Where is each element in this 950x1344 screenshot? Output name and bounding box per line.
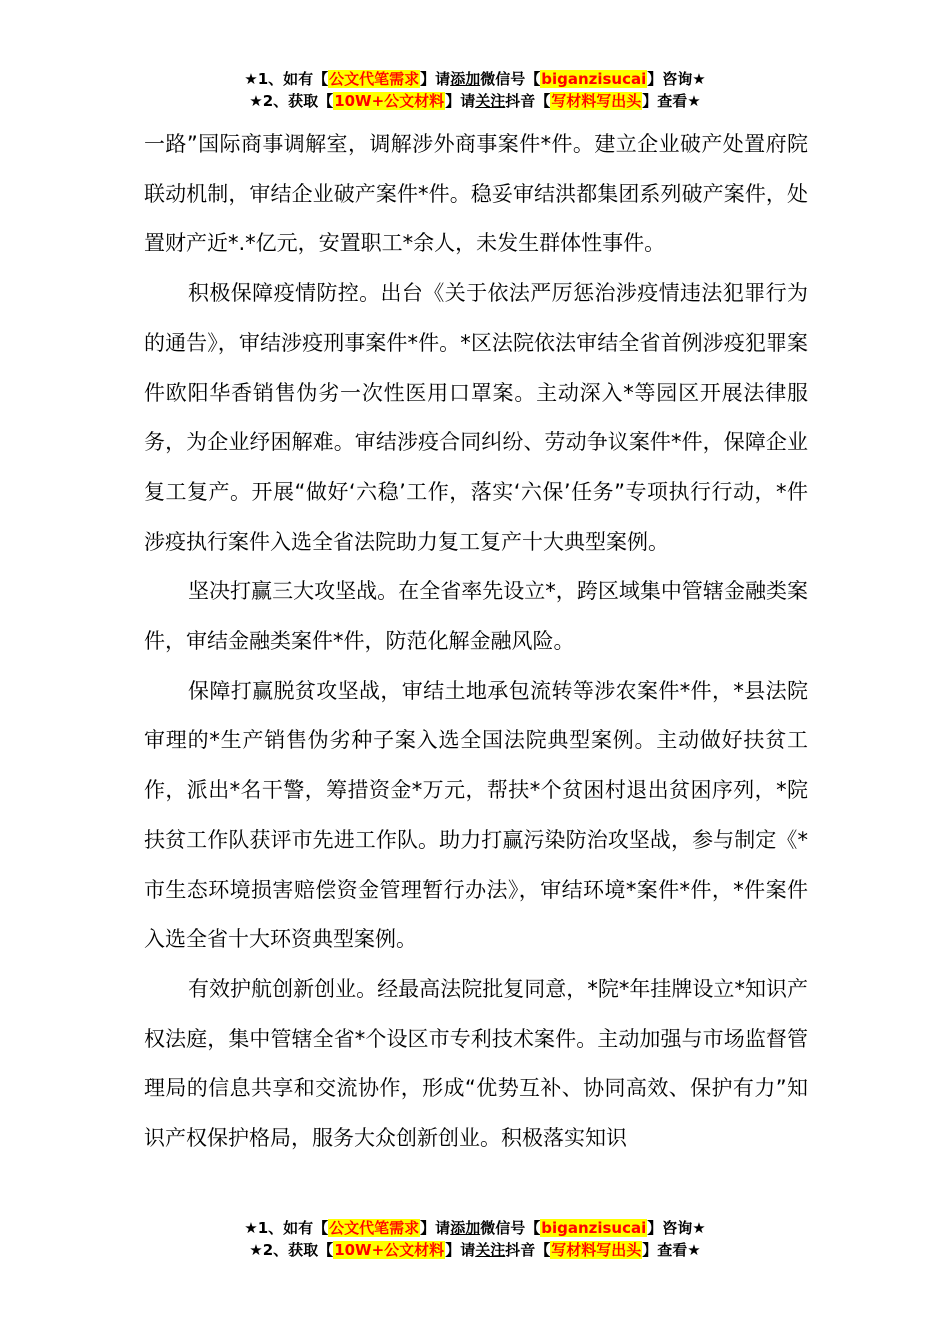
banner-line-1: ★1、如有【公文代笔需求】请添加微信号【biganzisucai】咨询★ [244,1219,706,1237]
paragraph: 有效护航创新创业。经最高法院批复同意，*院*年挂牌设立*知识产权法庭，集中管辖全省*个设区市专利技术案件。主动加强与市场监督管理局的信息共享和交流协作，形成“优势互补、协同高效、保护有力”知识产权保护格局，服务大众创新创业。积极落实知识 [144,976,808,1151]
header-banner [0,68,950,112]
highlight-douyin-account: 写材料写出头 [551,1241,642,1259]
paragraph: 积极保障疫情防控。出台《关于依法严厉惩治涉疫情违法犯罪行为的通告》，审结涉疫刑事案件*件。*区法院依法审结全省首例涉疫犯罪案件欧阳华香销售伪劣一次性医用口罩案。主动深入*等园区开展法律服务，为企业纾困解难。审结涉疫合同纠纷、劳动争议案件*件，保障企业复工复产。开展“做好‘六稳’工作，落实‘六保’任务”专项执行行动，*件涉疫执行案件入选全省法院助力复工复产十大典型案例。 [144,281,808,554]
highlight-wechat-id: biganzisucai [541,70,647,88]
highlight-service: 公文代笔需求 [329,1219,420,1237]
highlight-materials: 10W+公文材料 [334,92,445,110]
banner-line-2: ★2、获取【10W+公文材料】请关注抖音【写材料写出头】查看★ [249,92,701,110]
banner-line-2: ★2、获取【10W+公文材料】请关注抖音【写材料写出头】查看★ [249,1241,701,1259]
highlight-service: 公文代笔需求 [329,70,420,88]
paragraph: 坚决打赢三大攻坚战。在全省率先设立*，跨区域集中管辖金融类案件，审结金融类案件*件，防范化解金融风险。 [144,579,808,654]
highlight-wechat-id: biganzisucai [541,1219,647,1237]
paragraph: 一路”国际商事调解室，调解涉外商事案件*件。建立企业破产处置府院联动机制，审结企业破产案件*件。稳妥审结洪都集团系列破产案件，处置财产近*.*亿元，安置职工*余人，未发生群体性事件。 [144,132,808,256]
highlight-douyin-account: 写材料写出头 [551,92,642,110]
highlight-materials: 10W+公文材料 [334,1241,445,1259]
footer-banner [0,1217,950,1261]
banner-line-1: ★1、如有【公文代笔需求】请添加微信号【biganzisucai】咨询★ [244,70,706,88]
paragraph: 保障打赢脱贫攻坚战，审结土地承包流转等涉农案件*件，*县法院审理的*生产销售伪劣种子案入选全国法院典型案例。主动做好扶贫工作，派出*名干警，筹措资金*万元，帮扶*个贫困村退出贫困序列，*院扶贫工作队获评市先进工作队。助力打赢污染防治攻坚战，参与制定《*市生态环境损害赔偿资金管理暂行办法》，审结环境*案件*件，*件案件入选全省十大环资典型案例。 [144,678,808,952]
document-body [144,120,808,1164]
